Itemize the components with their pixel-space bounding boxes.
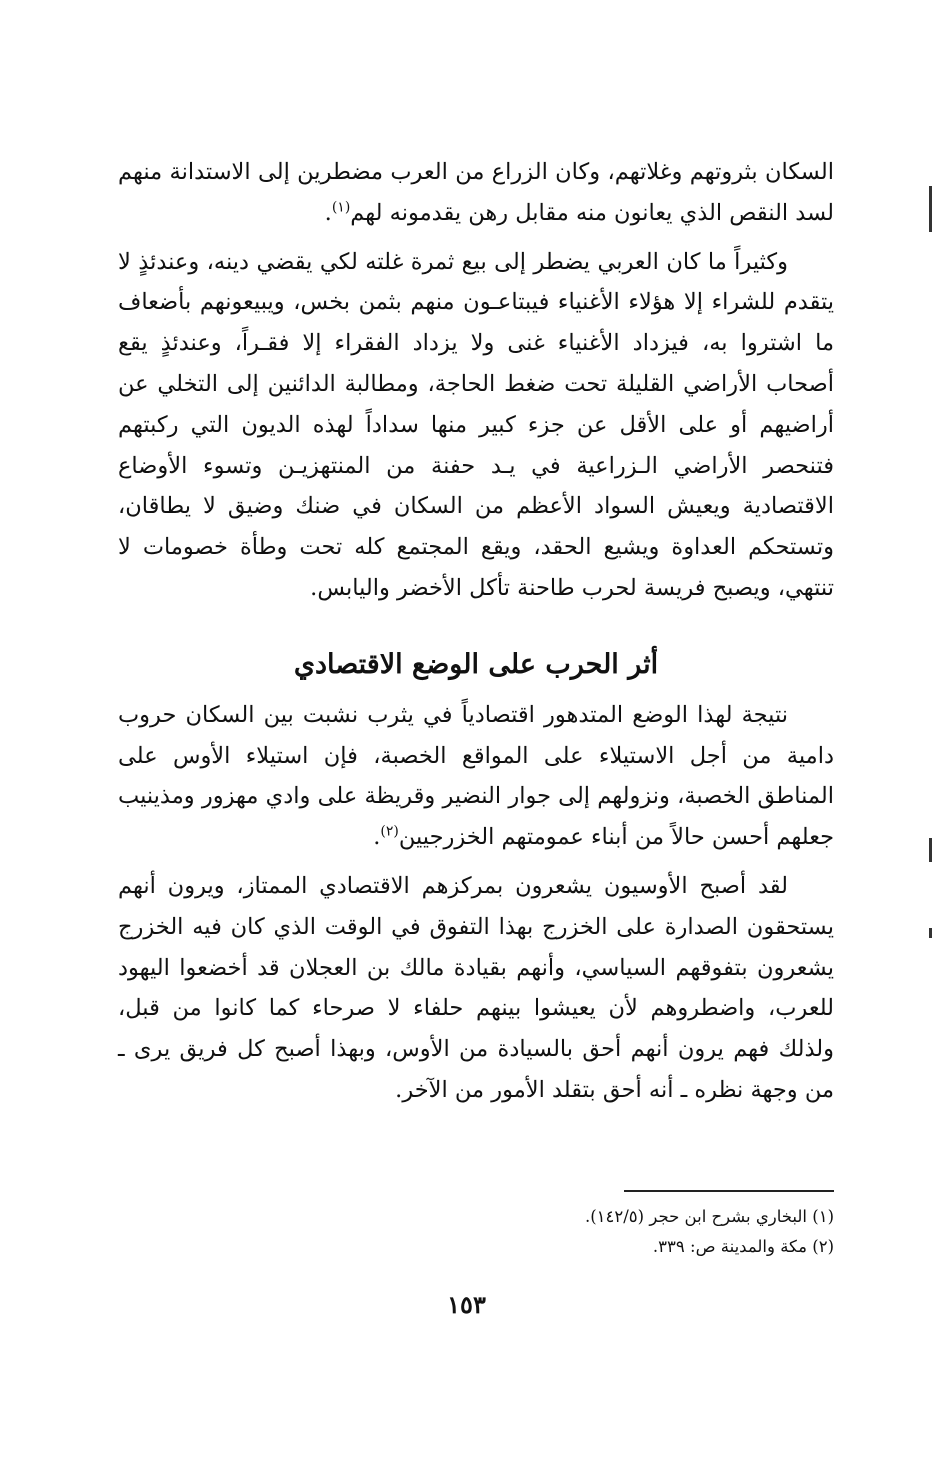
scan-edge-mark-lower — [929, 928, 932, 938]
footnote-ref-1: (١) — [331, 199, 351, 216]
paragraph-2 — [118, 242, 834, 609]
paragraph-3-text: نتيجة لهذا الوضع المتدهور اقتصادياً في يثرب نشبت بين السكان حروب دامية من أجل الاستيلاء على المواقع الخصبة، فإن استيلاء الأوس على المناطق الخصبة، ونزولهم إلى جوار النضير وقريظة على وادي مهزور ومذينيب جعلهم أحسن حالاً من أبناء عمومتهم الخزرجيين — [118, 701, 834, 851]
footnotes — [118, 1190, 834, 1262]
footnote-ref-2: (٢) — [380, 823, 399, 840]
paragraph-1-end: . — [324, 199, 332, 226]
footnote-1: (١) البخاري بشرح ابن حجر (١٤٢/٥). — [584, 1207, 834, 1226]
page-number: ١٥٣ — [447, 1290, 486, 1319]
scan-edge-mark-top — [929, 186, 932, 232]
paragraph-1-text: السكان بثروتهم وغلاتهم، وكان الزراع من العرب مضطرين إلى الاستدانة منهم لسد النقص الذي يعانون منه مقابل رهن يقدمونه لهم — [118, 159, 834, 226]
scan-edge-mark-middle — [929, 838, 932, 862]
paragraph-2-text: وكثيراً ما كان العربي يضطر إلى بيع ثمرة غلته لكي يقضي دينه، وعندئذٍ لا يتقدم للشراء إلا هؤلاء الأغنياء فيبتاعـون منهم بثمن بخس، ويبيعونهم بأضعاف ما اشتروا به، فيزداد الأغنياء غنى ولا يزداد الفقراء إلا فقـراً، وعندئذٍ يقع أصحاب الأراضي القليلة تحت ضغط الحاجة، ومطالبة الدائنين إلى التخلي عن أراضيهم أو على الأقل عن جزء كبير منها سداداً لهذه الديون التي ركبتهم فتنحصر الأراضي الـزراعية في يـد حفنة من المنتهزيـن وتسوء الأوضاع الاقتصادية ويعيش السواد الأعظم من السكان في ضنك وضيق لا يطاقان، وتستحكم العداوة ويشيع الحقد، ويقع المجتمع كله تحت وطأة خصومات لا تنتهي، ويصبح فريسة لحرب طاحنة تأكل الأخضر واليابس. — [118, 248, 834, 601]
section-heading: أثر الحرب على الوضع الاقتصادي — [293, 648, 659, 680]
footnote-2: (٢) مكة والمدينة ص: ٣٣٩. — [652, 1237, 834, 1256]
main-text — [118, 152, 834, 1111]
paragraph-1 — [118, 152, 834, 234]
paragraph-4 — [118, 866, 834, 1111]
paragraph-3 — [118, 695, 834, 858]
footnote-separator — [624, 1190, 834, 1192]
paragraph-3-end: . — [373, 824, 381, 851]
paragraph-4-text: لقد أصبح الأوسيون يشعرون بمركزهم الاقتصادي الممتاز، ويرون أنهم يستحقون الصدارة على الخزرج بهذا التفوق في الوقت الذي كان فيه الخزرج يشعرون بتفوقهم السياسي، وأنهم بقيادة مالك بن العجلان قد أخضعوا اليهود للعرب، واضطروهم لأن يعيشوا بينهم حلفاء لا صرحاء كما كانوا من قبل، ولذلك فهم يرون أنهم أحق بالسيادة من الأوس، وبهذا أصبح كل فريق يرى ـ من وجهة نظره ـ أنه أحق بتقلد الأمور من الآخر. — [118, 872, 834, 1103]
